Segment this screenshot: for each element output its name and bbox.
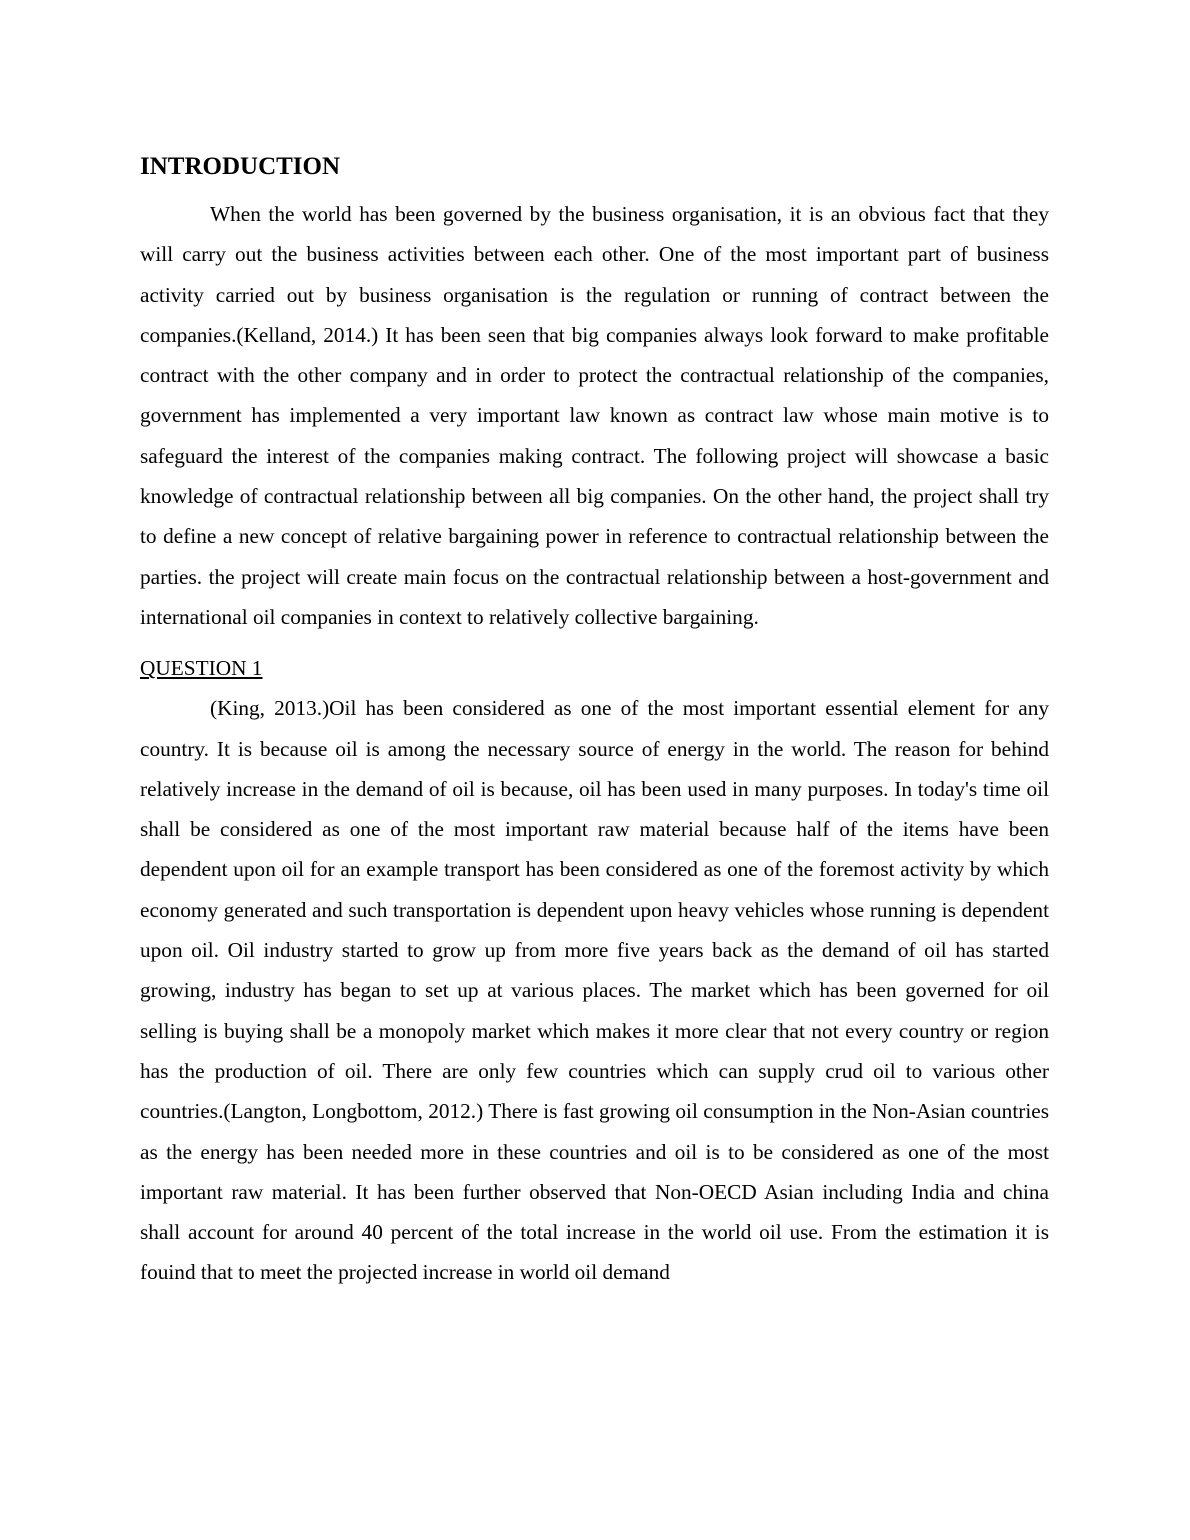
document-page bbox=[140, 150, 1049, 1293]
introduction-section bbox=[140, 150, 1049, 637]
question-1-paragraph: (King, 2013.)Oil has been considered as one of the most important essential element for any country. It is because oil is among the necessary source of energy in the world. The reason for behind relatively increase in the demand of oil is because, oil has been used in many purposes. In today's time oil shall be considered as one of the most important raw material because half of the items have been dependent upon oil for an example transport has been considered as one of the foremost activity by which economy generated and such transportation is dependent upon heavy vehicles whose running is dependent upon oil. Oil industry started to grow up from more five years back as the demand of oil has started growing, industry has began to set up at various places. The market which has been governed for oil selling is buying shall be a monopoly market which makes it more clear that not every country or region has the production of oil. There are only few countries which can supply crud oil to various other countries.(Langton, Longbottom, 2012.) There is fast growing oil consumption in the Non-Asian countries as the energy has been needed more in these countries and oil is to be considered as one of the most important raw material. It has been further observed that Non-OECD Asian including India and china shall account for around 40 percent of the total increase in the world oil use. From the estimation it is fouind that to meet the projected increase in world oil demand bbox=[140, 696, 1049, 1285]
question-1-section bbox=[140, 651, 1049, 1292]
introduction-paragraph: When the world has been governed by the business organisation, it is an obvious fact that they will carry out the business activities between each other. One of the most important part of business activity carried out by business organisation is the regulation or running of contract between the companies.(Kelland, 2014.) It has been seen that big companies always look forward to make profitable contract with the other company and in order to protect the contractual relationship of the companies, government has implemented a very important law known as contract law whose main motive is to safeguard the interest of the companies making contract. The following project will showcase a basic knowledge of contractual relationship between all big companies. On the other hand, the project shall try to define a new concept of relative bargaining power in reference to contractual relationship between the parties. the project will create main focus on the contractual relationship between a host-government and international oil companies in context to relatively collective bargaining. bbox=[140, 202, 1049, 629]
question-1-heading: QUESTION 1 bbox=[140, 656, 263, 681]
introduction-heading: INTRODUCTION bbox=[140, 153, 341, 180]
